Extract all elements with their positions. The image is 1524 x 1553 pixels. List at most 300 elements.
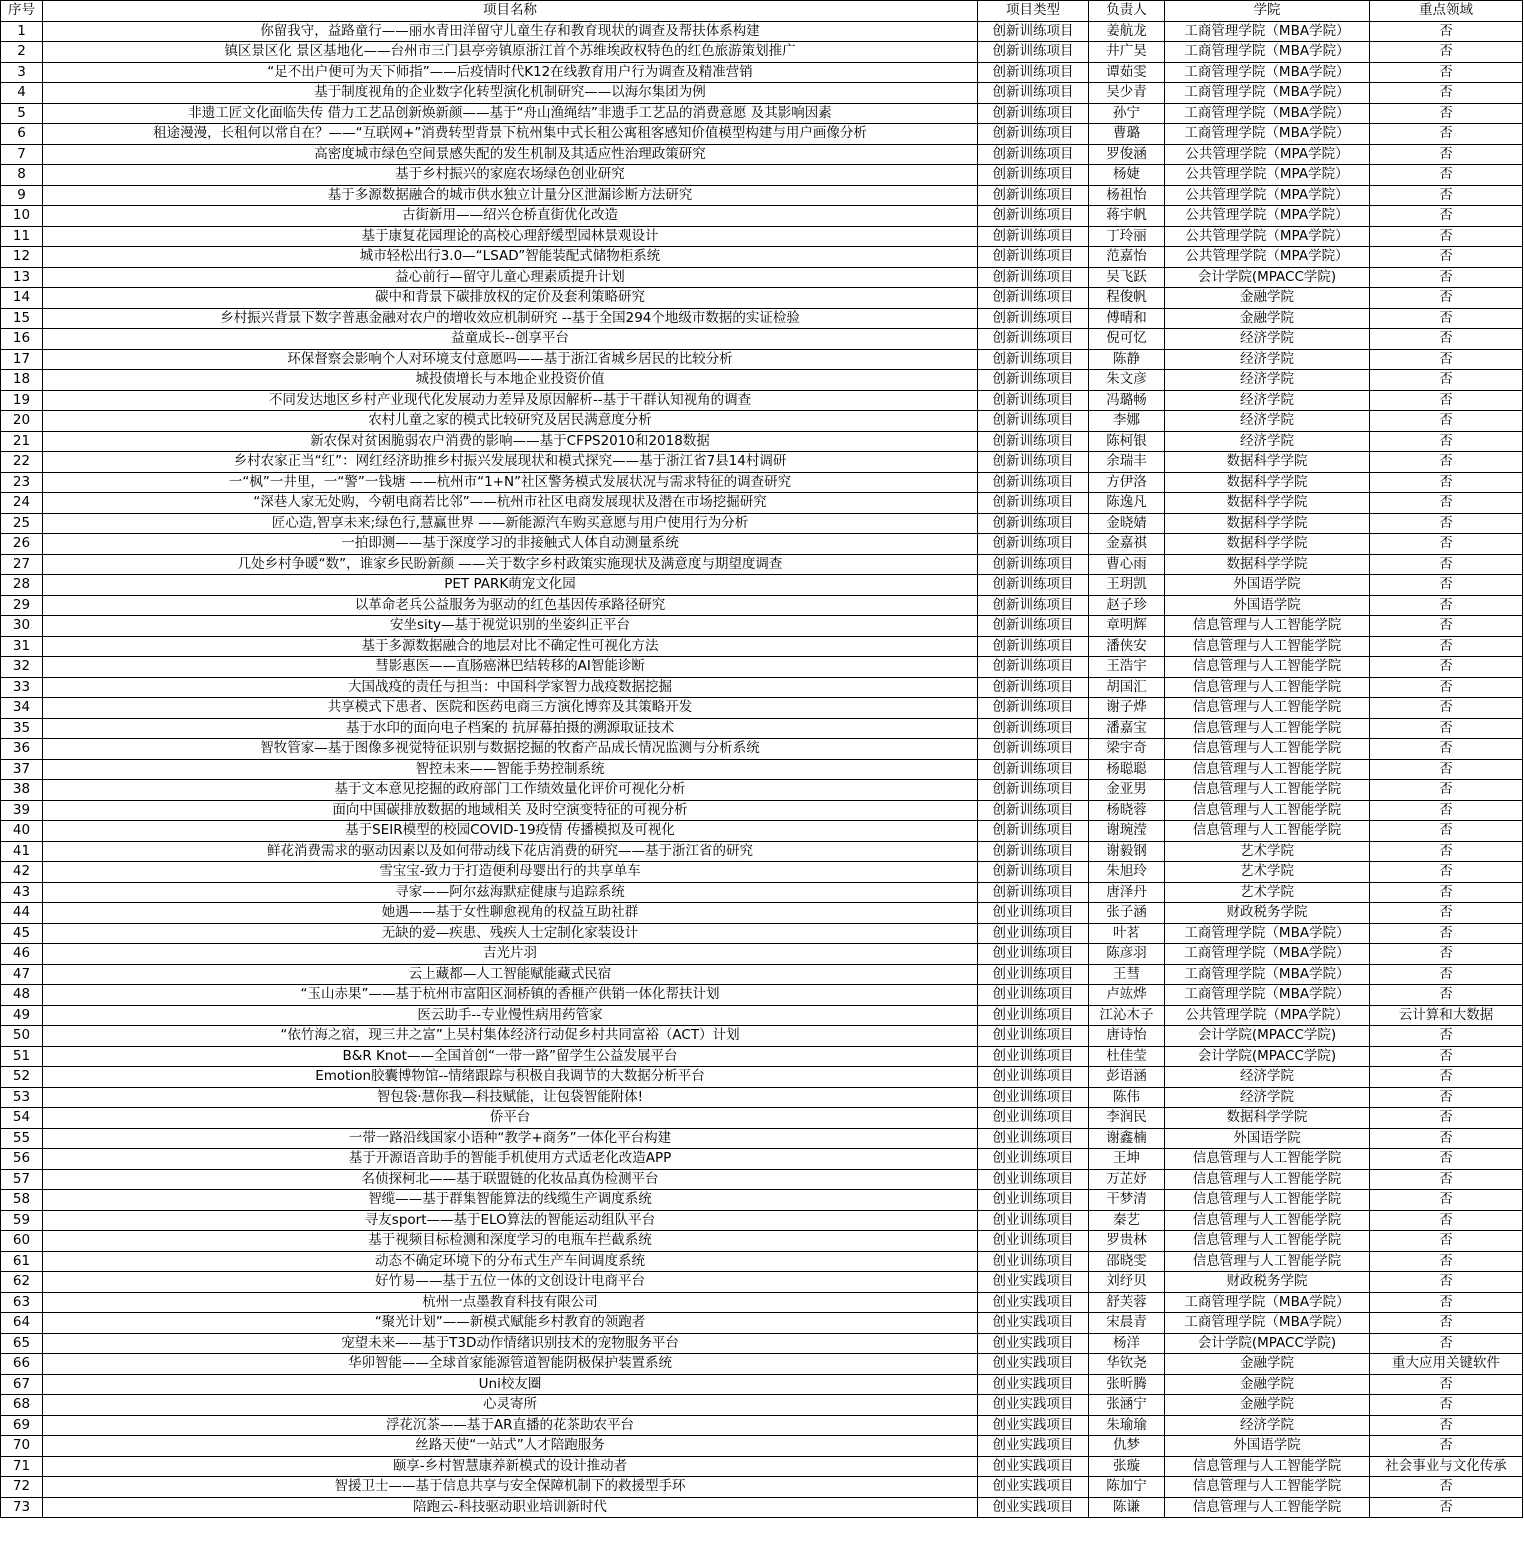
cell-key-field: 否 (1370, 636, 1523, 657)
cell-leader: 朱文彦 (1089, 370, 1165, 391)
cell-index: 59 (1, 1210, 43, 1231)
cell-leader: 杨晓蓉 (1089, 800, 1165, 821)
cell-key-field: 否 (1370, 923, 1523, 944)
cell-leader: 干梦清 (1089, 1190, 1165, 1211)
cell-leader: 潘嘉宝 (1089, 718, 1165, 739)
cell-leader: 罗俊涵 (1089, 144, 1165, 165)
table-row (1, 677, 1523, 698)
cell-key-field: 否 (1370, 1087, 1523, 1108)
cell-leader: 吴少青 (1089, 83, 1165, 104)
cell-project-name: 租途漫漫，长租何以常自在？——“互联网+”消费转型背景下杭州集中式长租公寓租客感知价值模型构建与用户画像分析 (43, 124, 978, 145)
cell-project-type: 创业训练项目 (978, 1231, 1089, 1252)
cell-key-field: 否 (1370, 759, 1523, 780)
cell-key-field: 否 (1370, 206, 1523, 227)
cell-leader: 陈伟 (1089, 1087, 1165, 1108)
cell-index: 27 (1, 554, 43, 575)
cell-key-field: 否 (1370, 1497, 1523, 1518)
cell-college: 数据科学学院 (1165, 513, 1370, 534)
table-row (1, 862, 1523, 883)
table-row (1, 1374, 1523, 1395)
cell-college: 信息管理与人工智能学院 (1165, 1149, 1370, 1170)
cell-key-field: 否 (1370, 1026, 1523, 1047)
table-row (1, 513, 1523, 534)
cell-project-type: 创新训练项目 (978, 124, 1089, 145)
cell-key-field: 否 (1370, 800, 1523, 821)
cell-project-type: 创新训练项目 (978, 288, 1089, 309)
cell-project-type: 创新训练项目 (978, 267, 1089, 288)
cell-key-field: 否 (1370, 862, 1523, 883)
cell-leader: 张子涵 (1089, 903, 1165, 924)
cell-project-name: “玉山赤果”——基于杭州市富阳区洞桥镇的香榧产供销一体化帮扶计划 (43, 985, 978, 1006)
cell-leader: 姜航龙 (1089, 21, 1165, 42)
table-row (1, 1456, 1523, 1477)
table-row (1, 575, 1523, 596)
cell-college: 信息管理与人工智能学院 (1165, 739, 1370, 760)
cell-index: 19 (1, 390, 43, 411)
cell-leader: 傅晴和 (1089, 308, 1165, 329)
cell-index: 3 (1, 62, 43, 83)
cell-key-field: 否 (1370, 21, 1523, 42)
cell-index: 49 (1, 1005, 43, 1026)
cell-index: 69 (1, 1415, 43, 1436)
cell-leader: 曹璐 (1089, 124, 1165, 145)
cell-key-field: 否 (1370, 62, 1523, 83)
cell-project-type: 创新训练项目 (978, 329, 1089, 350)
header-index: 序号 (1, 1, 43, 22)
cell-leader: 谢鑫楠 (1089, 1128, 1165, 1149)
cell-index: 11 (1, 226, 43, 247)
cell-index: 56 (1, 1149, 43, 1170)
cell-leader: 谭茹雯 (1089, 62, 1165, 83)
cell-project-type: 创业实践项目 (978, 1313, 1089, 1334)
cell-project-type: 创业训练项目 (978, 944, 1089, 965)
cell-project-type: 创新训练项目 (978, 534, 1089, 555)
cell-project-name: 非遗工匠文化面临失传 借力工艺品创新焕新颜——基于“舟山渔绳结”非遗手工艺品的消费意愿 及其影响因素 (43, 103, 978, 124)
cell-index: 48 (1, 985, 43, 1006)
cell-college: 信息管理与人工智能学院 (1165, 657, 1370, 678)
table-row (1, 1026, 1523, 1047)
cell-project-name: 云上藏都—人工智能赋能藏式民宿 (43, 964, 978, 985)
cell-project-name: 共享模式下患者、医院和医药电商三方演化博弈及其策略开发 (43, 698, 978, 719)
cell-project-type: 创新训练项目 (978, 390, 1089, 411)
cell-project-name: 乡村振兴背景下数字普惠金融对农户的增收效应机制研究 --基于全国294个地级市数据的实证检验 (43, 308, 978, 329)
cell-project-name: 新农保对贫困脆弱农户消费的影响——基于CFPS2010和2018数据 (43, 431, 978, 452)
cell-index: 44 (1, 903, 43, 924)
cell-project-name: 城市轻松出行3.0—“LSAD”智能装配式储物柜系统 (43, 247, 978, 268)
cell-key-field: 否 (1370, 964, 1523, 985)
table-row (1, 657, 1523, 678)
cell-key-field: 否 (1370, 329, 1523, 350)
cell-project-name: 鲜花消费需求的驱动因素以及如何带动线下花店消费的研究——基于浙江省的研究 (43, 841, 978, 862)
cell-leader: 宋晨青 (1089, 1313, 1165, 1334)
cell-project-name: 颐享-乡村智慧康养新模式的设计推动者 (43, 1456, 978, 1477)
cell-college: 外国语学院 (1165, 1128, 1370, 1149)
cell-index: 39 (1, 800, 43, 821)
cell-project-type: 创业实践项目 (978, 1354, 1089, 1375)
cell-index: 50 (1, 1026, 43, 1047)
table-row (1, 1005, 1523, 1026)
cell-project-type: 创业训练项目 (978, 1149, 1089, 1170)
cell-leader: 王彗 (1089, 964, 1165, 985)
cell-key-field: 否 (1370, 1333, 1523, 1354)
cell-college: 工商管理学院（MBA学院） (1165, 923, 1370, 944)
cell-project-name: 基于视频目标检测和深度学习的电瓶车拦截系统 (43, 1231, 978, 1252)
cell-college: 外国语学院 (1165, 1436, 1370, 1457)
cell-key-field: 否 (1370, 1374, 1523, 1395)
cell-project-name: 智牧管家—基于图像多视觉特征识别与数据挖掘的牧畜产品成长情况监测与分析系统 (43, 739, 978, 760)
cell-college: 公共管理学院（MPA学院） (1165, 185, 1370, 206)
cell-key-field: 否 (1370, 1067, 1523, 1088)
cell-key-field: 否 (1370, 944, 1523, 965)
cell-college: 工商管理学院（MBA学院） (1165, 62, 1370, 83)
cell-key-field: 否 (1370, 370, 1523, 391)
cell-project-name: 智援卫士——基于信息共享与安全保障机制下的救援型手环 (43, 1477, 978, 1498)
cell-key-field: 否 (1370, 267, 1523, 288)
table-row (1, 759, 1523, 780)
cell-leader: 陈加宁 (1089, 1477, 1165, 1498)
table-row (1, 903, 1523, 924)
cell-college: 金融学院 (1165, 1395, 1370, 1416)
cell-college: 数据科学学院 (1165, 1108, 1370, 1129)
cell-project-name: 基于多源数据融合的城市供水独立计量分区泄漏诊断方法研究 (43, 185, 978, 206)
cell-project-type: 创业训练项目 (978, 1046, 1089, 1067)
cell-leader: 唐泽丹 (1089, 882, 1165, 903)
cell-project-name: 以革命老兵公益服务为驱动的红色基因传承路径研究 (43, 595, 978, 616)
cell-key-field: 否 (1370, 247, 1523, 268)
cell-leader: 叶茗 (1089, 923, 1165, 944)
cell-project-name: “聚光计划”——新模式赋能乡村教育的领跑者 (43, 1313, 978, 1334)
cell-college: 外国语学院 (1165, 595, 1370, 616)
cell-key-field: 否 (1370, 493, 1523, 514)
cell-project-type: 创业实践项目 (978, 1333, 1089, 1354)
cell-index: 1 (1, 21, 43, 42)
cell-key-field: 否 (1370, 83, 1523, 104)
cell-project-type: 创新训练项目 (978, 42, 1089, 63)
cell-project-type: 创业实践项目 (978, 1477, 1089, 1498)
cell-project-type: 创新训练项目 (978, 452, 1089, 473)
table-row (1, 739, 1523, 760)
table-row (1, 411, 1523, 432)
cell-college: 公共管理学院（MPA学院） (1165, 206, 1370, 227)
cell-project-name: 基于文本意见挖掘的政府部门工作绩效量化评价可视化分析 (43, 780, 978, 801)
cell-project-name: 基于水印的面向电子档案的 抗屏幕拍摄的溯源取证技术 (43, 718, 978, 739)
cell-leader: 井广昊 (1089, 42, 1165, 63)
cell-leader: 倪可忆 (1089, 329, 1165, 350)
cell-index: 53 (1, 1087, 43, 1108)
cell-key-field: 否 (1370, 411, 1523, 432)
cell-leader: 蒋宇帆 (1089, 206, 1165, 227)
header-key-field: 重点领域 (1370, 1, 1523, 22)
cell-leader: 唐诗怡 (1089, 1026, 1165, 1047)
cell-leader: 杨婕 (1089, 165, 1165, 186)
cell-key-field: 重大应用关键软件 (1370, 1354, 1523, 1375)
cell-key-field: 否 (1370, 616, 1523, 637)
cell-project-type: 创新训练项目 (978, 841, 1089, 862)
cell-college: 金融学院 (1165, 1374, 1370, 1395)
table-row (1, 1272, 1523, 1293)
cell-project-type: 创业训练项目 (978, 1026, 1089, 1047)
cell-college: 信息管理与人工智能学院 (1165, 677, 1370, 698)
cell-leader: 程俊帆 (1089, 288, 1165, 309)
table-row (1, 431, 1523, 452)
cell-college: 工商管理学院（MBA学院） (1165, 964, 1370, 985)
cell-key-field: 否 (1370, 308, 1523, 329)
cell-project-name: 益心前行—留守儿童心理素质提升计划 (43, 267, 978, 288)
cell-project-name: 你留我守，益路童行——丽水青田洋留守儿童生存和教育现状的调查及帮扶体系构建 (43, 21, 978, 42)
cell-leader: 朱旭玲 (1089, 862, 1165, 883)
cell-leader: 赵子珍 (1089, 595, 1165, 616)
cell-key-field: 否 (1370, 42, 1523, 63)
cell-project-type: 创业训练项目 (978, 1067, 1089, 1088)
cell-index: 17 (1, 349, 43, 370)
cell-project-name: B&R Knot——全国首创“一带一路”留学生公益发展平台 (43, 1046, 978, 1067)
cell-leader: 王坤 (1089, 1149, 1165, 1170)
cell-index: 65 (1, 1333, 43, 1354)
cell-index: 30 (1, 616, 43, 637)
cell-index: 67 (1, 1374, 43, 1395)
cell-leader: 余瑞丰 (1089, 452, 1165, 473)
cell-project-name: 名侦探柯北——基于联盟链的化妆品真伪检测平台 (43, 1169, 978, 1190)
cell-index: 51 (1, 1046, 43, 1067)
cell-project-type: 创业训练项目 (978, 1251, 1089, 1272)
table-row (1, 226, 1523, 247)
table-row (1, 390, 1523, 411)
cell-college: 经济学院 (1165, 329, 1370, 350)
cell-index: 31 (1, 636, 43, 657)
cell-college: 信息管理与人工智能学院 (1165, 718, 1370, 739)
cell-index: 20 (1, 411, 43, 432)
cell-project-type: 创业实践项目 (978, 1415, 1089, 1436)
cell-college: 公共管理学院（MPA学院） (1165, 144, 1370, 165)
cell-project-name: 基于乡村振兴的家庭农场绿色创业研究 (43, 165, 978, 186)
cell-index: 70 (1, 1436, 43, 1457)
cell-key-field: 否 (1370, 1210, 1523, 1231)
cell-project-type: 创新训练项目 (978, 595, 1089, 616)
cell-index: 24 (1, 493, 43, 514)
cell-project-name: 心灵寄所 (43, 1395, 978, 1416)
table-row (1, 329, 1523, 350)
cell-project-name: 几处乡村争暖“数”，谁家乡民盼新颜 ——关于数字乡村政策实施现状及满意度与期望度调查 (43, 554, 978, 575)
table-row (1, 821, 1523, 842)
cell-college: 工商管理学院（MBA学院） (1165, 944, 1370, 965)
cell-project-type: 创新训练项目 (978, 83, 1089, 104)
cell-college: 会计学院(MPACC学院) (1165, 267, 1370, 288)
cell-college: 信息管理与人工智能学院 (1165, 1169, 1370, 1190)
cell-key-field: 否 (1370, 1128, 1523, 1149)
cell-project-type: 创新训练项目 (978, 411, 1089, 432)
cell-index: 36 (1, 739, 43, 760)
cell-leader: 朱瑜瑜 (1089, 1415, 1165, 1436)
cell-leader: 金嘉祺 (1089, 534, 1165, 555)
cell-college: 艺术学院 (1165, 841, 1370, 862)
table-row (1, 1333, 1523, 1354)
cell-index: 55 (1, 1128, 43, 1149)
cell-index: 37 (1, 759, 43, 780)
cell-key-field: 云计算和大数据 (1370, 1005, 1523, 1026)
cell-project-type: 创新训练项目 (978, 472, 1089, 493)
cell-project-type: 创业训练项目 (978, 1128, 1089, 1149)
table-row (1, 1149, 1523, 1170)
cell-college: 信息管理与人工智能学院 (1165, 1497, 1370, 1518)
cell-college: 金融学院 (1165, 288, 1370, 309)
cell-project-name: Uni校友圈 (43, 1374, 978, 1395)
table-row (1, 1087, 1523, 1108)
cell-college: 信息管理与人工智能学院 (1165, 1231, 1370, 1252)
cell-index: 35 (1, 718, 43, 739)
cell-index: 45 (1, 923, 43, 944)
cell-project-name: 华卯智能——全球首家能源管道智能阴极保护装置系统 (43, 1354, 978, 1375)
cell-key-field: 否 (1370, 1436, 1523, 1457)
cell-project-name: 无缺的爱—疾患、残疾人士定制化家装设计 (43, 923, 978, 944)
cell-college: 工商管理学院（MBA学院） (1165, 1313, 1370, 1334)
cell-leader: 秦艺 (1089, 1210, 1165, 1231)
cell-project-type: 创业实践项目 (978, 1292, 1089, 1313)
cell-index: 25 (1, 513, 43, 534)
cell-index: 46 (1, 944, 43, 965)
cell-key-field: 否 (1370, 1477, 1523, 1498)
cell-college: 信息管理与人工智能学院 (1165, 759, 1370, 780)
cell-college: 财政税务学院 (1165, 903, 1370, 924)
table-row (1, 1292, 1523, 1313)
cell-project-name: 环保督察会影响个人对环境支付意愿吗——基于浙江省城乡居民的比较分析 (43, 349, 978, 370)
cell-index: 66 (1, 1354, 43, 1375)
table-row (1, 1354, 1523, 1375)
cell-college: 经济学院 (1165, 431, 1370, 452)
cell-college: 金融学院 (1165, 1354, 1370, 1375)
cell-college: 会计学院(MPACC学院) (1165, 1026, 1370, 1047)
cell-project-name: 寻家——阿尔兹海默症健康与追踪系统 (43, 882, 978, 903)
cell-index: 13 (1, 267, 43, 288)
cell-index: 7 (1, 144, 43, 165)
cell-index: 61 (1, 1251, 43, 1272)
cell-key-field: 否 (1370, 718, 1523, 739)
cell-leader: 冯璐畅 (1089, 390, 1165, 411)
cell-leader: 谢子烨 (1089, 698, 1165, 719)
cell-index: 33 (1, 677, 43, 698)
cell-leader: 舒芙蓉 (1089, 1292, 1165, 1313)
cell-key-field: 否 (1370, 882, 1523, 903)
cell-college: 外国语学院 (1165, 575, 1370, 596)
table-row (1, 1415, 1523, 1436)
cell-index: 41 (1, 841, 43, 862)
cell-leader: 杜佳莹 (1089, 1046, 1165, 1067)
cell-college: 数据科学学院 (1165, 493, 1370, 514)
cell-index: 38 (1, 780, 43, 801)
table-row (1, 841, 1523, 862)
cell-index: 73 (1, 1497, 43, 1518)
cell-leader: 李润民 (1089, 1108, 1165, 1129)
cell-college: 经济学院 (1165, 1067, 1370, 1088)
table-row (1, 698, 1523, 719)
cell-project-type: 创新训练项目 (978, 616, 1089, 637)
cell-project-type: 创业训练项目 (978, 1190, 1089, 1211)
cell-index: 10 (1, 206, 43, 227)
table-row (1, 1190, 1523, 1211)
cell-college: 数据科学学院 (1165, 472, 1370, 493)
cell-leader: 金亚男 (1089, 780, 1165, 801)
cell-leader: 孙宁 (1089, 103, 1165, 124)
table-row (1, 144, 1523, 165)
cell-key-field: 否 (1370, 349, 1523, 370)
cell-key-field: 否 (1370, 1169, 1523, 1190)
cell-leader: 范嘉怡 (1089, 247, 1165, 268)
cell-college: 信息管理与人工智能学院 (1165, 1190, 1370, 1211)
cell-index: 71 (1, 1456, 43, 1477)
cell-project-name: PET PARK萌宠文化园 (43, 575, 978, 596)
header-row (1, 1, 1523, 22)
cell-project-type: 创新训练项目 (978, 370, 1089, 391)
cell-leader: 陈柯银 (1089, 431, 1165, 452)
table-row (1, 882, 1523, 903)
cell-project-type: 创业实践项目 (978, 1497, 1089, 1518)
cell-index: 52 (1, 1067, 43, 1088)
cell-leader: 杨祖怡 (1089, 185, 1165, 206)
table-row (1, 534, 1523, 555)
header-college: 学院 (1165, 1, 1370, 22)
cell-college: 公共管理学院（MPA学院） (1165, 165, 1370, 186)
cell-project-type: 创新训练项目 (978, 718, 1089, 739)
table-row (1, 616, 1523, 637)
cell-college: 工商管理学院（MBA学院） (1165, 985, 1370, 1006)
cell-college: 经济学院 (1165, 370, 1370, 391)
cell-college: 公共管理学院（MPA学院） (1165, 1005, 1370, 1026)
cell-key-field: 否 (1370, 677, 1523, 698)
cell-project-type: 创业训练项目 (978, 1005, 1089, 1026)
cell-college: 艺术学院 (1165, 882, 1370, 903)
cell-college: 信息管理与人工智能学院 (1165, 780, 1370, 801)
table-row (1, 308, 1523, 329)
table-row (1, 472, 1523, 493)
cell-project-name: 农村儿童之家的模式比较研究及居民满意度分析 (43, 411, 978, 432)
cell-project-type: 创新训练项目 (978, 677, 1089, 698)
cell-project-type: 创新训练项目 (978, 882, 1089, 903)
cell-project-name: 浮花沉茶——基于AR直播的花茶助农平台 (43, 1415, 978, 1436)
table-row (1, 780, 1523, 801)
cell-project-name: “深巷人家无处购，今朝电商若比邻”——杭州市社区电商发展现状及潜在市场挖掘研究 (43, 493, 978, 514)
table-row (1, 165, 1523, 186)
cell-project-type: 创新训练项目 (978, 739, 1089, 760)
cell-college: 经济学院 (1165, 390, 1370, 411)
cell-leader: 王浩宇 (1089, 657, 1165, 678)
cell-college: 艺术学院 (1165, 862, 1370, 883)
cell-college: 信息管理与人工智能学院 (1165, 1477, 1370, 1498)
cell-key-field: 否 (1370, 1149, 1523, 1170)
cell-project-name: 智控未来——智能手势控制系统 (43, 759, 978, 780)
cell-project-type: 创业实践项目 (978, 1395, 1089, 1416)
cell-college: 信息管理与人工智能学院 (1165, 1251, 1370, 1272)
table-row (1, 288, 1523, 309)
cell-key-field: 否 (1370, 1395, 1523, 1416)
cell-key-field: 否 (1370, 1313, 1523, 1334)
header-leader: 负责人 (1089, 1, 1165, 22)
cell-index: 64 (1, 1313, 43, 1334)
cell-key-field: 否 (1370, 821, 1523, 842)
cell-leader: 彭语涵 (1089, 1067, 1165, 1088)
cell-key-field: 否 (1370, 431, 1523, 452)
cell-project-name: 丝路天使“一站式”人才陪跑服务 (43, 1436, 978, 1457)
cell-project-name: 寻友sport——基于ELO算法的智能运动组队平台 (43, 1210, 978, 1231)
table-row (1, 923, 1523, 944)
cell-college: 数据科学学院 (1165, 452, 1370, 473)
cell-project-type: 创新训练项目 (978, 206, 1089, 227)
cell-index: 72 (1, 1477, 43, 1498)
cell-key-field: 否 (1370, 513, 1523, 534)
cell-index: 8 (1, 165, 43, 186)
cell-project-name: 基于康复花园理论的高校心理舒缓型园林景观设计 (43, 226, 978, 247)
cell-college: 信息管理与人工智能学院 (1165, 1210, 1370, 1231)
cell-key-field: 否 (1370, 1292, 1523, 1313)
cell-project-type: 创业训练项目 (978, 985, 1089, 1006)
